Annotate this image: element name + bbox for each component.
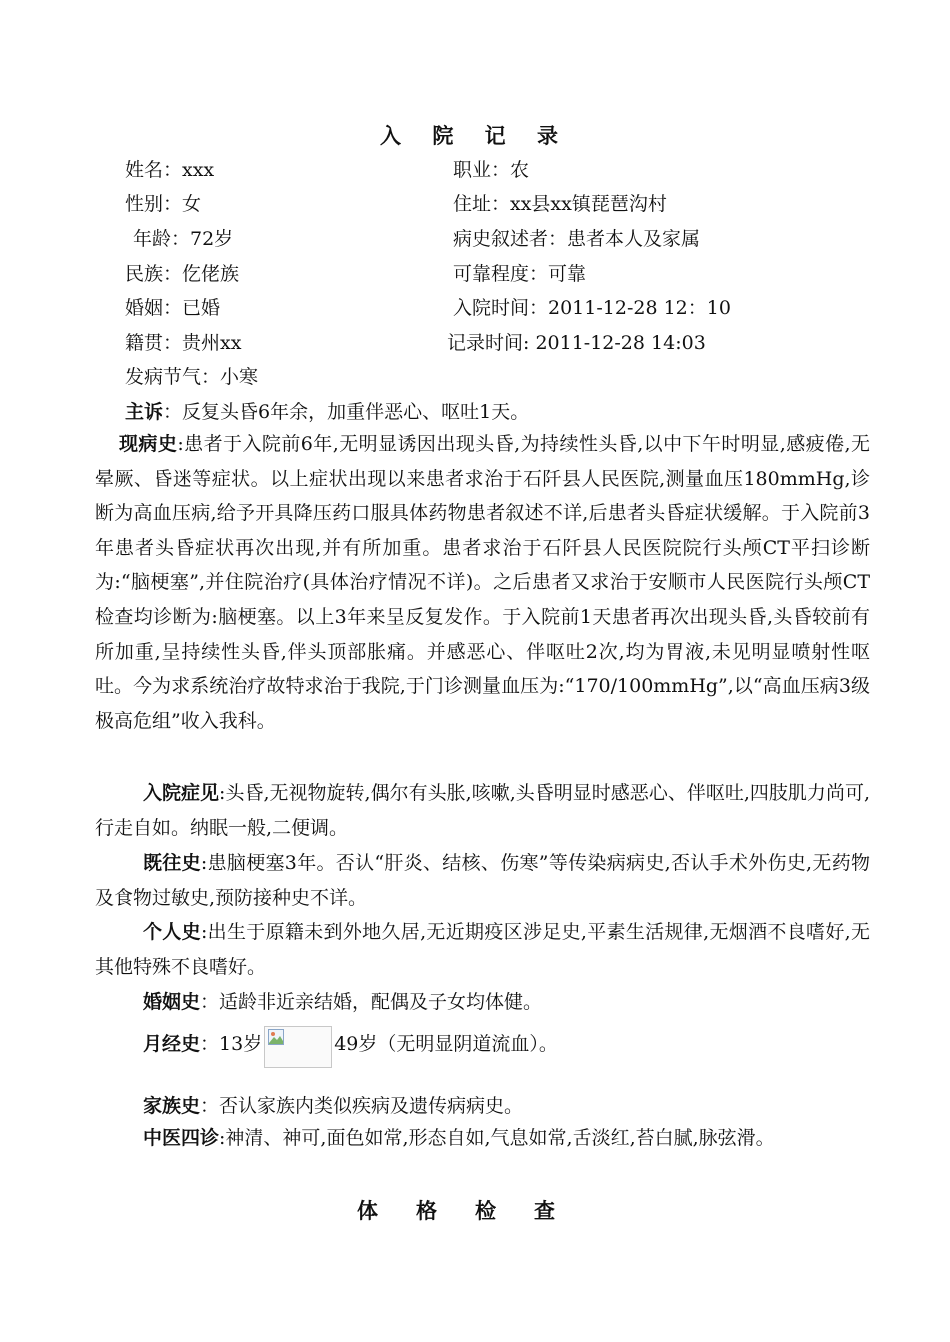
present-illness-label: 现病史 xyxy=(119,433,178,455)
info-gender: 性别：女 xyxy=(125,193,202,215)
past-history-text: :患脑梗塞3年。否认“肝炎、结核、伤寒”等传染病病史,否认手术外伤史,无药物及食物过敏史,预防接种史不详。 xyxy=(95,852,870,909)
info-narrator: 病史叙述者：患者本人及家属 xyxy=(453,228,701,250)
menstrual-history-after: 49岁（无明显阴道流血）。 xyxy=(334,1033,558,1055)
marital-history-text: ：适龄非近亲结婚，配偶及子女均体健。 xyxy=(200,991,543,1013)
info-address: 住址：xx县xx镇琵琶沟村 xyxy=(453,193,667,215)
personal-history-paragraph xyxy=(95,915,870,984)
marital-history xyxy=(143,989,542,1015)
personal-history-text: :出生于原籍未到外地久居,无近期疫区涉足史,平素生活规律,无烟酒不良嗜好,无其他特殊不良嗜好。 xyxy=(95,921,870,978)
info-reliability: 可靠程度：可靠 xyxy=(453,263,587,285)
tcm-diagnosis-label: 中医四诊 xyxy=(143,1127,220,1149)
tcm-diagnosis-text: :神清、神可,面色如常,形态自如,气息如常,舌淡红,苔白腻,脉弦滑。 xyxy=(219,1127,775,1149)
family-history-label: 家族史 xyxy=(143,1095,201,1117)
info-occupation: 职业：农 xyxy=(453,159,530,181)
info-age: 年龄：72岁 xyxy=(133,228,234,250)
info-name: 姓名：xxx xyxy=(125,159,215,181)
marital-history-label: 婚姻史 xyxy=(143,991,201,1013)
menstrual-history xyxy=(143,1024,558,1066)
past-history-paragraph xyxy=(95,846,870,915)
section-title-text: 体格检查 xyxy=(357,1198,593,1223)
info-onset-season: 发病节气：小寒 xyxy=(125,366,259,388)
info-marriage: 婚姻：已婚 xyxy=(125,297,221,319)
present-illness-text: :患者于入院前6年,无明显诱因出现头昏,为持续性头昏,以中下午时明显,感疲倦,无晕厥、昏迷等症状。以上症状出现以来患者求治于石阡县人民医院,测量血压180mmHg,诊断为高血压病,给予开具降压药口服具体药物患者叙述不详,后患者头昏症状缓解。于入院前3年患者头昏症状再次出现,并有所加重。患者求治于石阡县人民医院院行头颅CT平扫诊断为:“脑梗塞”,并住院治疗(具体治疗情况不详)。之后患者又求治于安顺市人民医院行头颅CT检查均诊断为:脑梗塞。以上3年来呈反复发作。于入院前1天患者再次出现头昏,头昏较前有所加重,呈持续性头昏,伴头顶部胀痛。并感恶心、伴呕吐2次,均为胃液,未见明显喷射性呕吐。今为求系统治疗故特求治于我院,于门诊测量血压为:“170/100mmHg”,以“高血压病3级极高危组”收入我科。 xyxy=(95,433,870,732)
broken-image-icon xyxy=(264,1026,332,1068)
info-admit-time: 入院时间：2011-12-28 12：10 xyxy=(453,297,731,319)
section-title-physical-exam xyxy=(0,1195,950,1225)
menstrual-history-label: 月经史 xyxy=(143,1033,201,1055)
personal-history-label: 个人史 xyxy=(143,921,201,943)
document-title: 入 院 记 录 xyxy=(380,123,570,148)
family-history xyxy=(143,1093,523,1119)
chief-complaint-text: ：反复头昏6年余，加重伴恶心、呕吐1天。 xyxy=(163,401,530,423)
admission-symptoms-label: 入院症见 xyxy=(143,782,220,804)
admission-symptoms-text: :头昏,无视物旋转,偶尔有头胀,咳嗽,头昏明显时感恶心、伴呕吐,四肢肌力尚可,行走自如。纳眠一般,二便调。 xyxy=(95,782,870,839)
tcm-diagnosis-paragraph xyxy=(95,1121,870,1156)
past-history-label: 既往史 xyxy=(143,852,201,874)
family-history-text: ：否认家族内类似疾病及遗传病病史。 xyxy=(200,1095,524,1117)
info-record-time: 记录时间: 2011-12-28 14:03 xyxy=(447,332,706,354)
chief-complaint xyxy=(125,399,529,425)
present-illness-paragraph xyxy=(95,427,870,738)
info-ethnicity: 民族：仡佬族 xyxy=(125,263,240,285)
admission-symptoms-paragraph xyxy=(95,776,870,845)
menstrual-history-before: ：13岁 xyxy=(200,1033,263,1055)
chief-complaint-label: 主诉 xyxy=(125,401,164,423)
info-native-place: 籍贯：贵州xx xyxy=(125,332,242,354)
